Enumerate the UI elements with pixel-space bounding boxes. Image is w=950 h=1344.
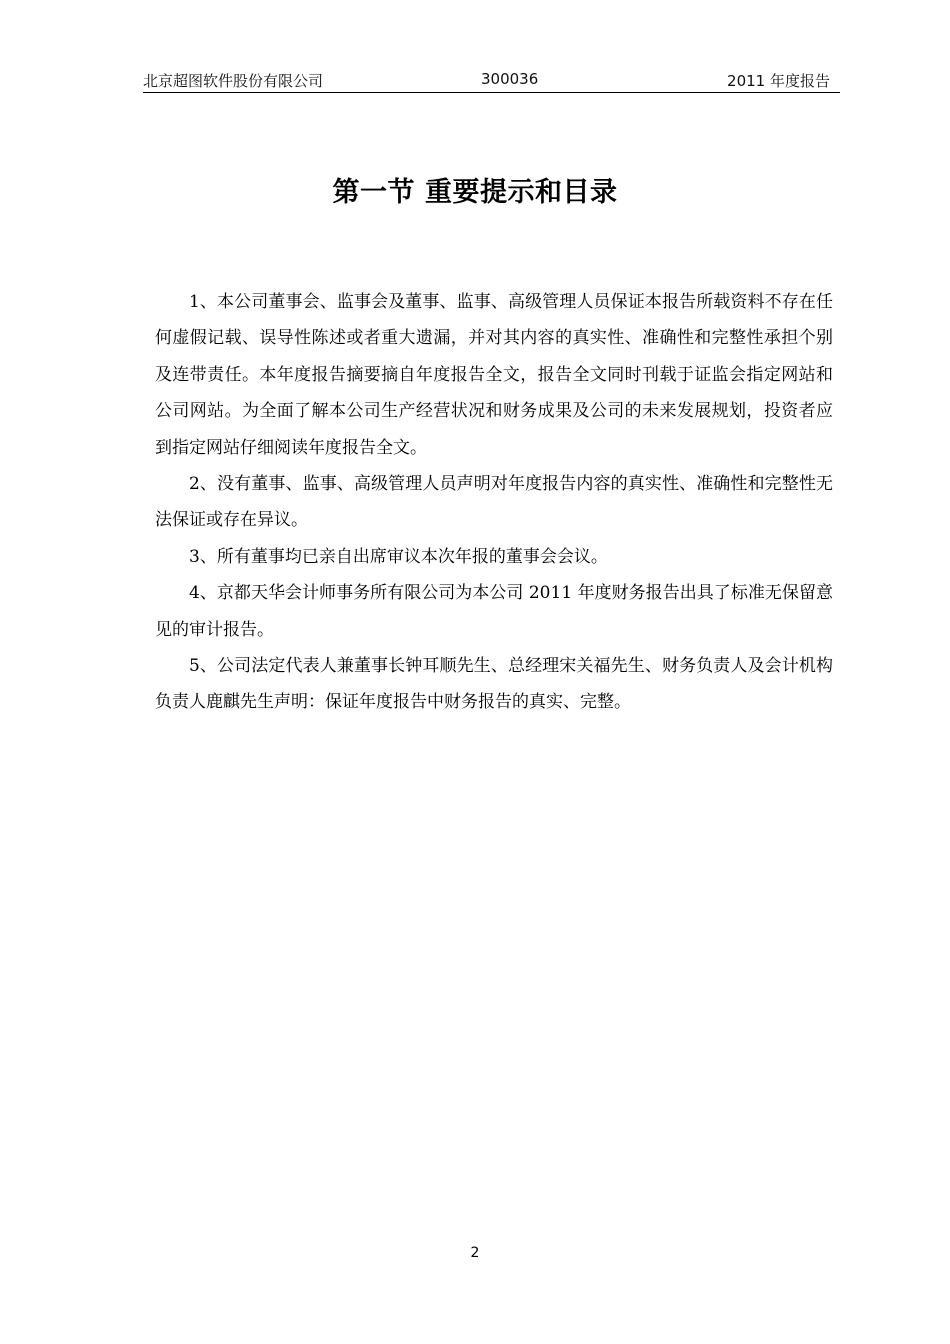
notice-paragraph-4: 4、京都天华会计师事务所有限公司为本公司 2011 年度财务报告出具了标准无保留意见的审计报告。 <box>155 583 833 640</box>
notice-paragraph-1: 1、本公司董事会、监事会及董事、监事、高级管理人员保证本报告所载资料不存在任何虚假记载、误导性陈述或者重大遗漏，并对其内容的真实性、准确性和完整性承担个别及连带责任。本年度报告摘要摘自年度报告全文，报告全文同时刊载于证监会指定网站和公司网站。为全面了解本公司生产经营状况和财务成果及公司的未来发展规划，投资者应到指定网站仔细阅读年度报告全文。 <box>155 292 833 458</box>
page-header <box>143 68 840 92</box>
header-report-name: 2011 年度报告 <box>727 72 830 90</box>
header-divider <box>143 92 840 93</box>
notice-body <box>155 284 833 721</box>
section-title: 第一节 重要提示和目录 <box>332 177 618 208</box>
header-company-name: 北京超图软件股份有限公司 <box>143 72 324 90</box>
header-stock-code: 300036 <box>481 70 539 88</box>
page-number: 2 <box>470 1245 480 1261</box>
notice-paragraph-3: 3、所有董事均已亲自出席审议本次年报的董事会会议。 <box>189 546 608 567</box>
notice-paragraph-5: 5、公司法定代表人兼董事长钟耳顺先生、总经理宋关福先生、财务负责人及会计机构负责人鹿麒先生声明：保证年度报告中财务报告的真实、完整。 <box>155 656 833 713</box>
notice-paragraph-2: 2、没有董事、监事、高级管理人员声明对年度报告内容的真实性、准确性和完整性无法保证或存在异议。 <box>155 474 833 531</box>
